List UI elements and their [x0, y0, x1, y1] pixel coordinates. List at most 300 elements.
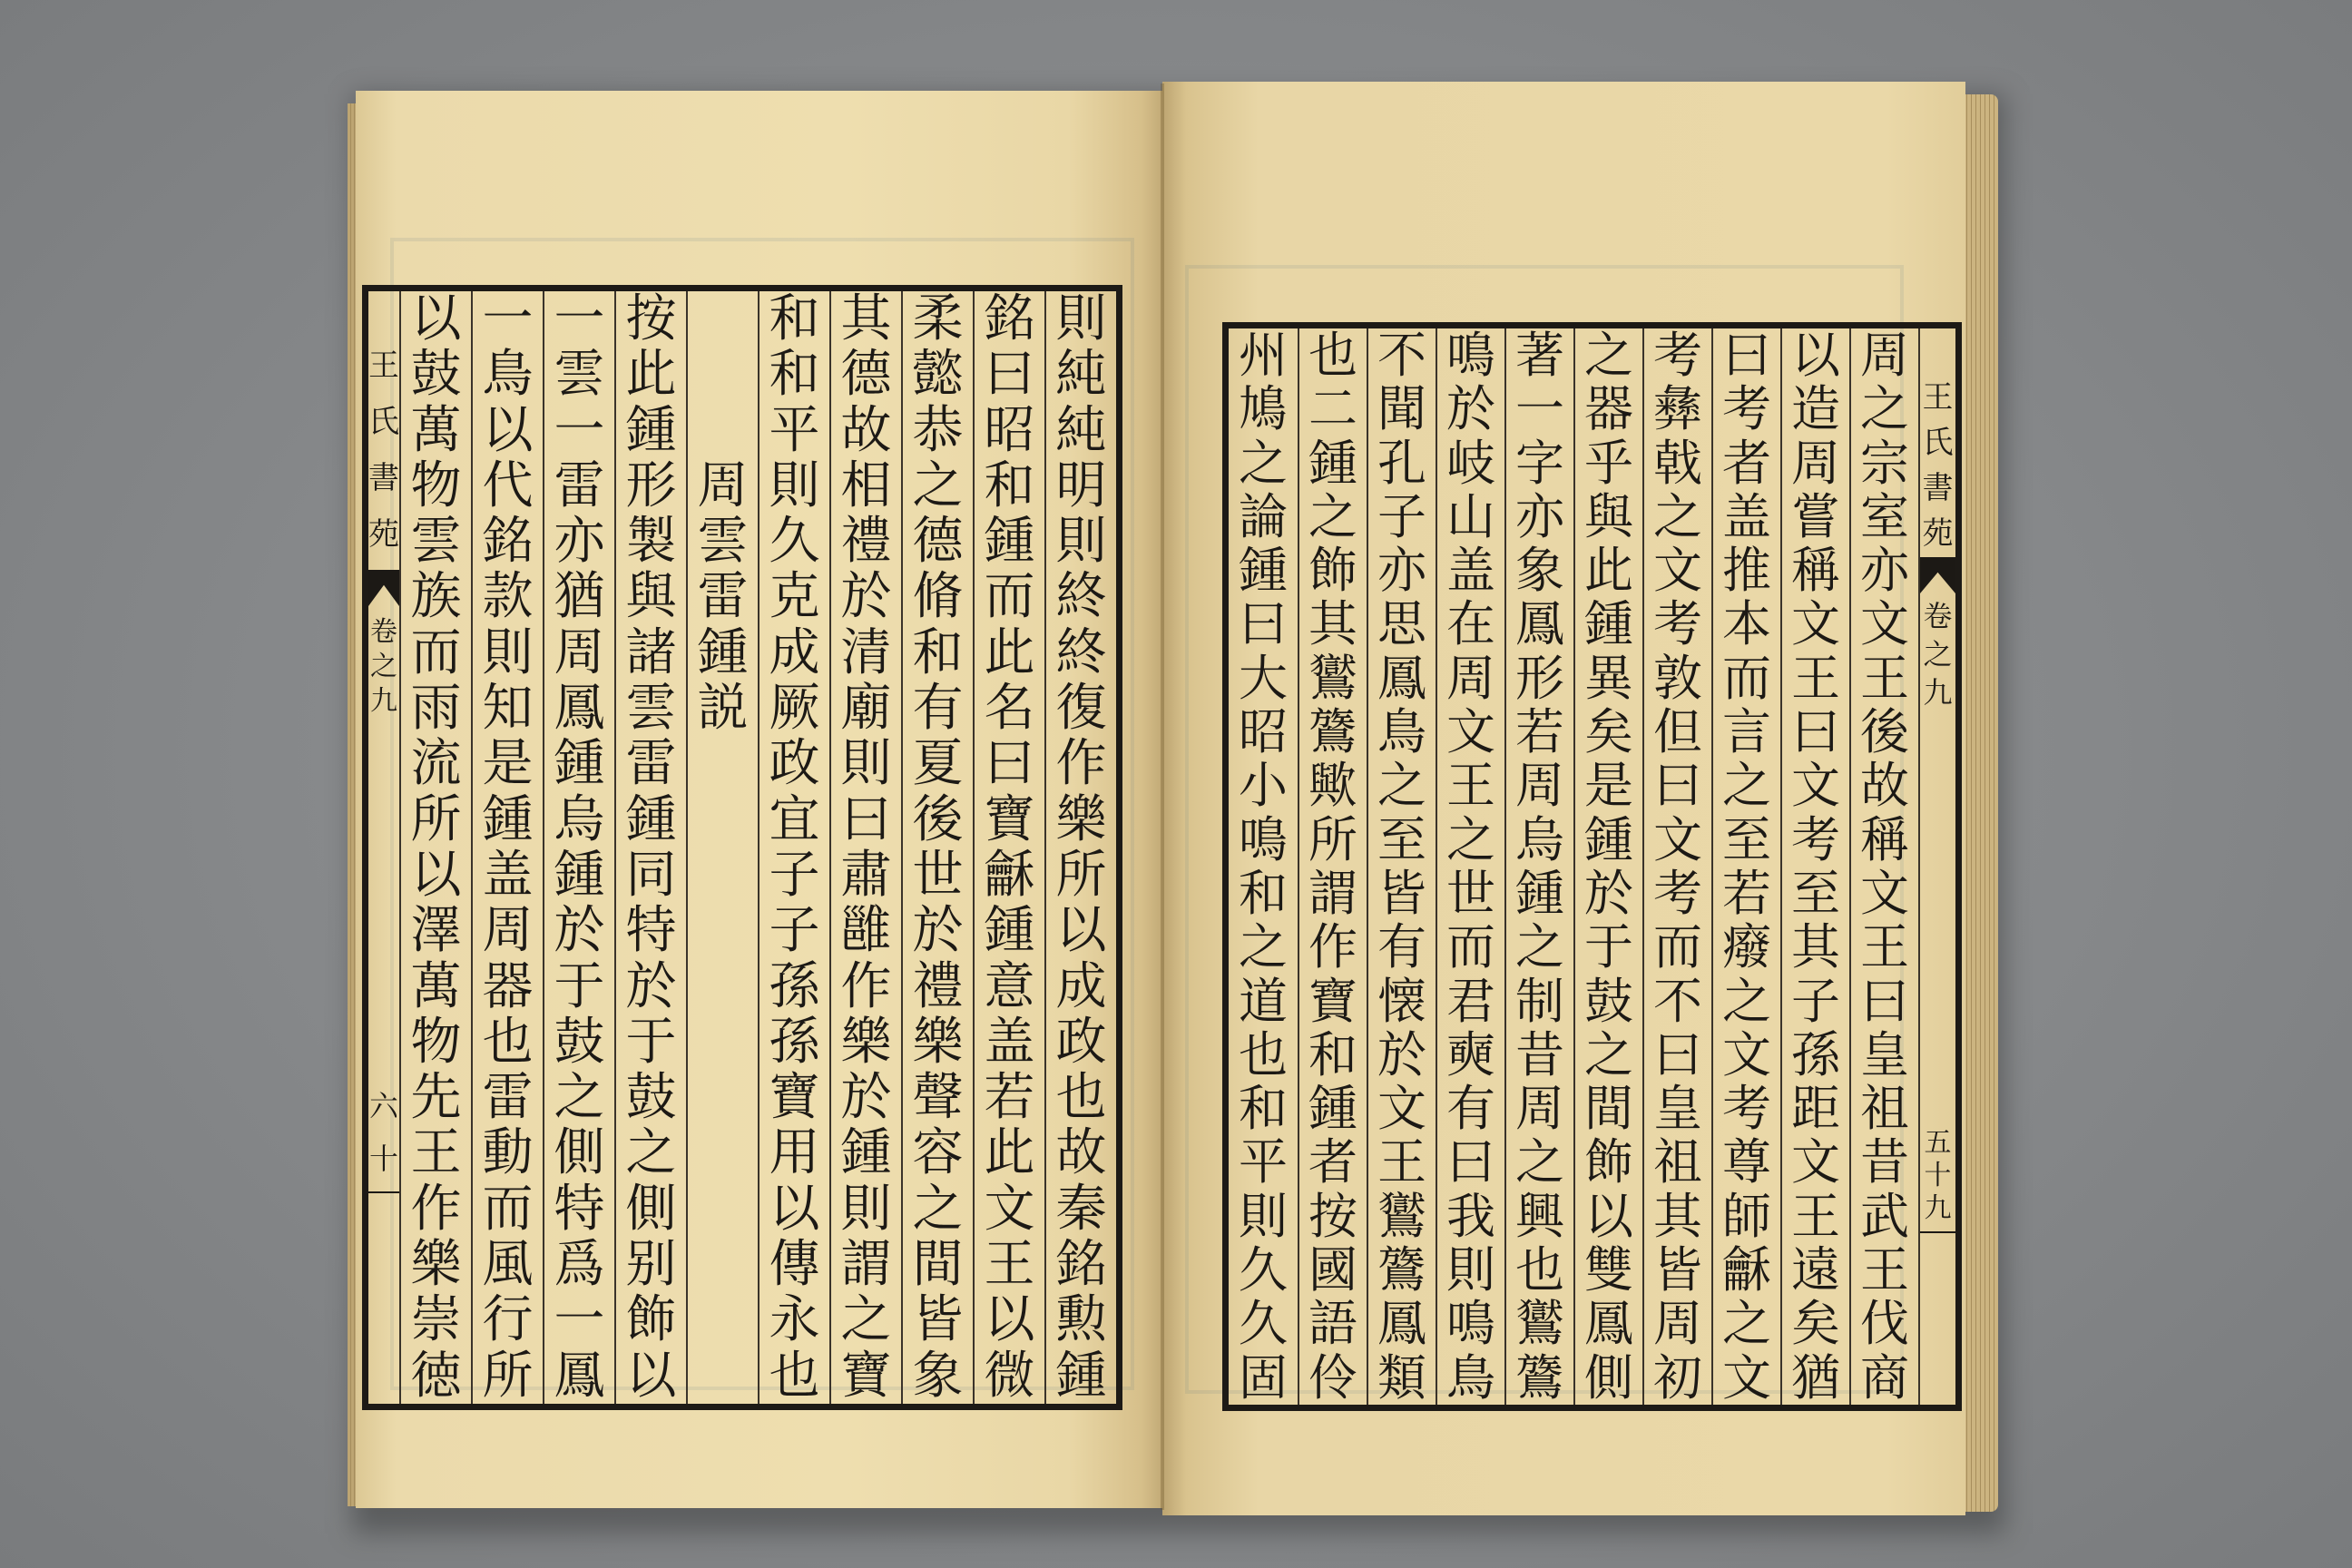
glyph: 鍾 — [1584, 595, 1633, 653]
glyph: 故 — [1860, 757, 1909, 815]
glyph: 和 — [769, 291, 820, 348]
right-text-column-7 — [1436, 328, 1504, 1405]
glyph: 而 — [1653, 918, 1702, 976]
glyph: 寶 — [1308, 972, 1357, 1030]
glyph: 鳳 — [1377, 1295, 1426, 1353]
glyph: 器 — [1584, 380, 1633, 438]
right-fish-tail-mark — [1920, 557, 1955, 593]
glyph: 間 — [912, 1235, 964, 1295]
glyph: 禮 — [840, 512, 892, 572]
glyph: 雲 — [410, 512, 462, 572]
glyph: 廟 — [840, 679, 892, 739]
glyph: 宗 — [1860, 434, 1909, 492]
glyph: 禮 — [912, 956, 964, 1016]
glyph: 此 — [984, 622, 1035, 682]
glyph: 考 — [1653, 328, 1702, 384]
glyph: 皇 — [1860, 1025, 1909, 1083]
glyph: 文 — [1722, 1348, 1771, 1405]
glyph: 道 — [1239, 972, 1288, 1030]
glyph: 鍾 — [984, 512, 1035, 572]
glyph: 象 — [1515, 542, 1564, 600]
glyph: 若 — [984, 1068, 1035, 1128]
glyph: 則 — [840, 734, 892, 794]
glyph: 平 — [1239, 1133, 1288, 1191]
glyph: 與 — [625, 567, 677, 627]
glyph: 世 — [912, 845, 964, 905]
glyph: 鸑 — [1308, 649, 1357, 707]
glyph: 先 — [410, 1068, 462, 1128]
glyph: 昭 — [984, 400, 1035, 460]
glyph: 夏 — [912, 734, 964, 794]
glyph: 名 — [984, 679, 1035, 739]
glyph: 曰 — [1791, 703, 1840, 761]
glyph: 之 — [1722, 972, 1771, 1030]
glyph: 文 — [1377, 1080, 1426, 1138]
glyph: 之 — [1860, 380, 1909, 438]
right-text-column-5 — [1573, 328, 1642, 1405]
glyph: 也 — [769, 1346, 820, 1404]
glyph: 之 — [912, 456, 964, 515]
left-fold-margin — [368, 291, 399, 1404]
glyph: 祖 — [1653, 1133, 1702, 1191]
glyph: 側 — [1584, 1348, 1633, 1405]
glyph: 論 — [1239, 487, 1288, 545]
glyph: 也 — [1308, 328, 1357, 384]
glyph: 曰 — [1239, 595, 1288, 653]
glyph: 其 — [1653, 1187, 1702, 1245]
right-text-column-4 — [1642, 328, 1711, 1405]
glyph: 復 — [1055, 679, 1107, 739]
glyph: 所 — [1308, 810, 1357, 868]
glyph: 雲 — [697, 512, 749, 572]
glyph: 之 — [625, 1123, 677, 1183]
glyph: 曰 — [1722, 328, 1771, 384]
glyph: 曰 — [984, 345, 1035, 405]
glyph: 於 — [912, 901, 964, 961]
glyph: 周 — [554, 622, 605, 682]
glyph: 按 — [1308, 1187, 1357, 1245]
glyph: 盖 — [482, 845, 534, 905]
glyph: 也 — [482, 1012, 534, 1072]
glyph: 銘 — [984, 291, 1035, 348]
glyph: 著 — [1515, 328, 1564, 384]
glyph: 于 — [1584, 918, 1633, 976]
glyph: 象 — [912, 1346, 964, 1404]
right-text-column-8 — [1367, 328, 1436, 1405]
glyph: 在 — [1446, 595, 1495, 653]
glyph: 九 — [370, 685, 397, 717]
glyph: 此 — [984, 1123, 1035, 1183]
glyph: 類 — [1377, 1348, 1426, 1405]
glyph: 知 — [482, 679, 534, 739]
glyph: 固 — [1239, 1348, 1288, 1405]
glyph: 也 — [1055, 1068, 1107, 1128]
glyph: 子 — [769, 901, 820, 961]
glyph: 鳴 — [1446, 1295, 1495, 1353]
glyph: 猶 — [1791, 1348, 1840, 1405]
glyph: 尊 — [1722, 1133, 1771, 1191]
glyph: 皆 — [1653, 1241, 1702, 1299]
glyph: 卷 — [1923, 599, 1953, 633]
glyph: 卷 — [370, 616, 397, 648]
glyph: 款 — [482, 567, 534, 627]
glyph: 苑 — [368, 516, 399, 553]
glyph: 之 — [1584, 328, 1633, 384]
glyph: 子 — [769, 845, 820, 905]
glyph: 十 — [1924, 1160, 1952, 1191]
glyph: 之 — [1653, 487, 1702, 545]
glyph: 鸑 — [1377, 1187, 1426, 1245]
glyph: 鍾 — [1239, 542, 1288, 600]
glyph: 稱 — [1860, 810, 1909, 868]
glyph: 終 — [1055, 567, 1107, 627]
glyph: 師 — [1722, 1187, 1771, 1245]
glyph: 國 — [1308, 1241, 1357, 1299]
glyph: 商 — [1860, 1348, 1909, 1405]
glyph: 之 — [840, 1290, 892, 1350]
glyph: 澤 — [410, 901, 462, 961]
glyph: 作 — [1055, 734, 1107, 794]
glyph: 以 — [769, 1179, 820, 1239]
glyph: 鳥 — [1446, 1348, 1495, 1405]
glyph: 王 — [368, 348, 399, 384]
glyph: 周 — [482, 901, 534, 961]
glyph: 代 — [482, 456, 534, 515]
glyph: 至 — [1791, 864, 1840, 922]
glyph: 之 — [1308, 487, 1357, 545]
glyph: 一 — [1515, 380, 1564, 438]
glyph: 敦 — [1653, 649, 1702, 707]
glyph: 語 — [1308, 1295, 1357, 1353]
glyph: 成 — [769, 622, 820, 682]
glyph: 皇 — [1653, 1080, 1702, 1138]
glyph: 特 — [554, 1179, 605, 1239]
glyph: 所 — [410, 789, 462, 849]
glyph: 德 — [912, 512, 964, 572]
right-text-column-9 — [1298, 328, 1367, 1405]
glyph: 癈 — [1722, 918, 1771, 976]
glyph: 若 — [1722, 864, 1771, 922]
glyph: 烏 — [554, 789, 605, 849]
glyph: 則 — [1446, 1241, 1495, 1299]
glyph: 别 — [625, 1235, 677, 1295]
glyph: 距 — [1791, 1080, 1840, 1138]
glyph: 鳩 — [1239, 380, 1288, 438]
glyph: 鍾 — [697, 622, 749, 682]
glyph: 則 — [1239, 1187, 1288, 1245]
glyph: 五 — [1924, 1127, 1952, 1159]
left-text-column-1 — [1044, 291, 1116, 1404]
glyph: 龢 — [984, 845, 1035, 905]
glyph: 雲 — [625, 679, 677, 739]
glyph: 鳳 — [554, 1346, 605, 1404]
glyph: 後 — [912, 789, 964, 849]
glyph: 不 — [1653, 972, 1702, 1030]
glyph: 王 — [410, 1123, 462, 1183]
glyph: 特 — [625, 901, 677, 961]
glyph: 寶 — [840, 1346, 892, 1404]
glyph: 行 — [482, 1290, 534, 1350]
glyph: 子 — [1377, 487, 1426, 545]
glyph: 宜 — [769, 789, 820, 849]
glyph: 鍾 — [1055, 1346, 1107, 1404]
glyph: 于 — [625, 1012, 677, 1072]
glyph: 至 — [1377, 810, 1426, 868]
glyph: 鷟 — [1515, 1348, 1564, 1405]
glyph: 説 — [697, 679, 749, 739]
glyph: 烏 — [1515, 810, 1564, 868]
glyph: 鼓 — [410, 345, 462, 405]
glyph: 樂 — [410, 1235, 462, 1295]
glyph: 銘 — [1055, 1235, 1107, 1295]
glyph: 脩 — [912, 567, 964, 627]
glyph: 故 — [840, 400, 892, 460]
glyph: 以 — [410, 845, 462, 905]
glyph: 鍾 — [554, 734, 605, 794]
glyph: 王 — [1860, 649, 1909, 707]
glyph: 作 — [840, 956, 892, 1016]
left-text-column-5 — [758, 291, 829, 1404]
glyph: 一 — [554, 291, 605, 348]
glyph: 於 — [1446, 380, 1495, 438]
glyph: 推 — [1722, 542, 1771, 600]
glyph: 和 — [1239, 864, 1288, 922]
glyph: 周 — [1653, 1295, 1702, 1353]
glyph: 樂 — [1055, 789, 1107, 849]
glyph: 於 — [1377, 1025, 1426, 1083]
glyph: 勲 — [1055, 1290, 1107, 1350]
glyph: 形 — [1515, 649, 1564, 707]
right-margin-rule — [1920, 1231, 1955, 1233]
glyph: 書 — [1922, 470, 1954, 506]
glyph: 和 — [912, 622, 964, 682]
glyph: 稱 — [1791, 542, 1840, 600]
glyph: 歟 — [1308, 757, 1357, 815]
glyph: 鼓 — [1584, 972, 1633, 1030]
glyph: 孫 — [1791, 1025, 1840, 1083]
right-text-column-1 — [1849, 328, 1918, 1405]
glyph: 之 — [1239, 918, 1288, 976]
glyph: 文 — [1791, 1133, 1840, 1191]
glyph: 鼓 — [625, 1068, 677, 1128]
glyph: 恭 — [912, 400, 964, 460]
glyph: 飾 — [1308, 542, 1357, 600]
right-margin-book-title — [1920, 375, 1955, 556]
glyph: 伶 — [1308, 1348, 1357, 1405]
glyph: 其 — [1308, 595, 1357, 653]
glyph: 王 — [1791, 1187, 1840, 1245]
glyph: 制 — [1515, 972, 1564, 1030]
glyph: 周 — [1791, 434, 1840, 492]
left-text-column-8 — [543, 291, 614, 1404]
glyph: 文 — [1791, 595, 1840, 653]
glyph: 王 — [1446, 757, 1495, 815]
glyph: 龢 — [1722, 1241, 1771, 1299]
glyph: 雲 — [554, 345, 605, 405]
glyph: 苑 — [1922, 515, 1954, 552]
glyph: 諸 — [625, 622, 677, 682]
glyph: 鍾 — [984, 901, 1035, 961]
glyph: 同 — [625, 845, 677, 905]
right-text-column-3 — [1711, 328, 1780, 1405]
section-heading — [686, 291, 758, 1404]
glyph: 有 — [912, 679, 964, 739]
glyph: 鳥 — [482, 345, 534, 405]
glyph: 之 — [1515, 918, 1564, 976]
glyph: 九 — [1923, 675, 1953, 710]
glyph: 本 — [1722, 595, 1771, 653]
glyph: 作 — [410, 1179, 462, 1239]
glyph: 鳳 — [1584, 1295, 1633, 1353]
glyph: 鍾 — [1308, 1080, 1357, 1138]
glyph: 曰 — [984, 734, 1035, 794]
glyph: 德 — [840, 345, 892, 405]
left-text-column-9 — [471, 291, 543, 1404]
glyph: 孫 — [769, 1012, 820, 1072]
glyph: 樂 — [840, 1012, 892, 1072]
glyph: 鳳 — [1515, 595, 1564, 653]
glyph: 氏 — [1922, 425, 1954, 461]
glyph: 以 — [984, 1290, 1035, 1350]
glyph: 亦 — [1377, 542, 1426, 600]
glyph: 政 — [1055, 1012, 1107, 1072]
glyph: 周 — [1515, 757, 1564, 815]
glyph: 製 — [625, 512, 677, 572]
glyph: 者 — [1722, 434, 1771, 492]
glyph: 純 — [1055, 345, 1107, 405]
glyph: 王 — [1791, 649, 1840, 707]
left-margin-page-number — [368, 1080, 399, 1185]
glyph: 鸑 — [1515, 1295, 1564, 1353]
glyph: 氏 — [368, 404, 399, 440]
glyph: 有 — [1377, 918, 1426, 976]
glyph: 微 — [984, 1346, 1035, 1404]
glyph: 鳳 — [1377, 649, 1426, 707]
glyph: 昔 — [1515, 1025, 1564, 1083]
glyph: 雷 — [697, 567, 749, 627]
glyph: 考 — [1653, 595, 1702, 653]
glyph: 和 — [984, 456, 1035, 515]
glyph: 世 — [1446, 864, 1495, 922]
glyph: 鍾 — [1584, 810, 1633, 868]
glyph: 則 — [1055, 512, 1107, 572]
glyph: 之 — [1446, 810, 1495, 868]
glyph: 至 — [1722, 810, 1771, 868]
glyph: 徳 — [410, 1346, 462, 1404]
glyph: 昔 — [1860, 1133, 1909, 1191]
glyph: 純 — [1055, 400, 1107, 460]
right-fold-margin — [1918, 328, 1955, 1405]
glyph: 飾 — [1584, 1133, 1633, 1191]
glyph: 萬 — [410, 400, 462, 460]
glyph: 文 — [1791, 757, 1840, 815]
glyph: 鍾 — [625, 400, 677, 460]
glyph: 按 — [625, 291, 677, 348]
glyph: 是 — [1584, 757, 1633, 815]
glyph: 厥 — [769, 679, 820, 739]
left-page-text-frame — [362, 285, 1122, 1410]
glyph: 爲 — [554, 1235, 605, 1295]
glyph: 形 — [625, 456, 677, 515]
glyph: 之 — [1722, 1295, 1771, 1353]
glyph: 戟 — [1653, 434, 1702, 492]
glyph: 此 — [1584, 542, 1633, 600]
glyph: 謂 — [1308, 864, 1357, 922]
glyph: 鼓 — [554, 1012, 605, 1072]
glyph: 則 — [840, 1179, 892, 1239]
glyph: 亦 — [1515, 487, 1564, 545]
glyph: 久 — [1239, 1241, 1288, 1299]
glyph: 作 — [1308, 918, 1357, 976]
glyph: 動 — [482, 1123, 534, 1183]
glyph: 懐 — [1377, 972, 1426, 1030]
glyph: 於 — [625, 956, 677, 1016]
glyph: 者 — [1308, 1133, 1357, 1191]
left-text-column-2 — [973, 291, 1044, 1404]
glyph: 奭 — [1446, 1025, 1495, 1083]
glyph: 考 — [1722, 380, 1771, 438]
glyph: 曰 — [1446, 1133, 1495, 1191]
glyph: 側 — [554, 1123, 605, 1183]
glyph: 一 — [554, 400, 605, 460]
book-gutter-fold — [1161, 83, 1164, 1510]
glyph: 王 — [1860, 1241, 1909, 1299]
glyph: 而 — [1722, 649, 1771, 707]
glyph: 室 — [1860, 487, 1909, 545]
glyph: 而 — [984, 567, 1035, 627]
glyph: 平 — [769, 400, 820, 460]
glyph: 其 — [1791, 918, 1840, 976]
glyph: 之 — [1923, 637, 1953, 671]
glyph: 鳳 — [554, 679, 605, 739]
glyph: 鍾 — [625, 789, 677, 849]
glyph: 鳴 — [1446, 328, 1495, 384]
glyph: 和 — [1308, 1025, 1357, 1083]
glyph: 之 — [554, 1068, 605, 1128]
glyph: 文 — [1722, 1025, 1771, 1083]
glyph: 子 — [1791, 972, 1840, 1030]
glyph: 相 — [840, 456, 892, 515]
glyph: 鷟 — [1377, 1241, 1426, 1299]
glyph: 周 — [1446, 649, 1495, 707]
glyph: 久 — [1239, 1295, 1288, 1353]
glyph: 曰 — [1653, 757, 1702, 815]
glyph: 秦 — [1055, 1179, 1107, 1239]
glyph: 六 — [368, 1089, 398, 1123]
glyph: 則 — [1055, 291, 1107, 348]
glyph: 于 — [554, 956, 605, 1016]
glyph: 之 — [1584, 1025, 1633, 1083]
glyph: 乎 — [1584, 434, 1633, 492]
glyph: 於 — [1584, 864, 1633, 922]
glyph: 盖 — [984, 1012, 1035, 1072]
glyph: 書 — [368, 460, 399, 496]
glyph: 曰 — [1860, 972, 1909, 1030]
glyph: 以 — [1055, 901, 1107, 961]
glyph: 雷 — [625, 734, 677, 794]
glyph: 孫 — [769, 956, 820, 1016]
left-margin-book-title — [368, 338, 399, 563]
glyph: 亦 — [1860, 542, 1909, 600]
glyph: 文 — [1446, 703, 1495, 761]
glyph: 我 — [1446, 1187, 1495, 1245]
right-text-column-2 — [1780, 328, 1849, 1405]
glyph: 鷟 — [1308, 703, 1357, 761]
glyph: 與 — [1584, 487, 1633, 545]
glyph: 鳴 — [1239, 810, 1288, 868]
right-margin-page-number — [1920, 1127, 1955, 1225]
glyph: 謂 — [840, 1235, 892, 1295]
